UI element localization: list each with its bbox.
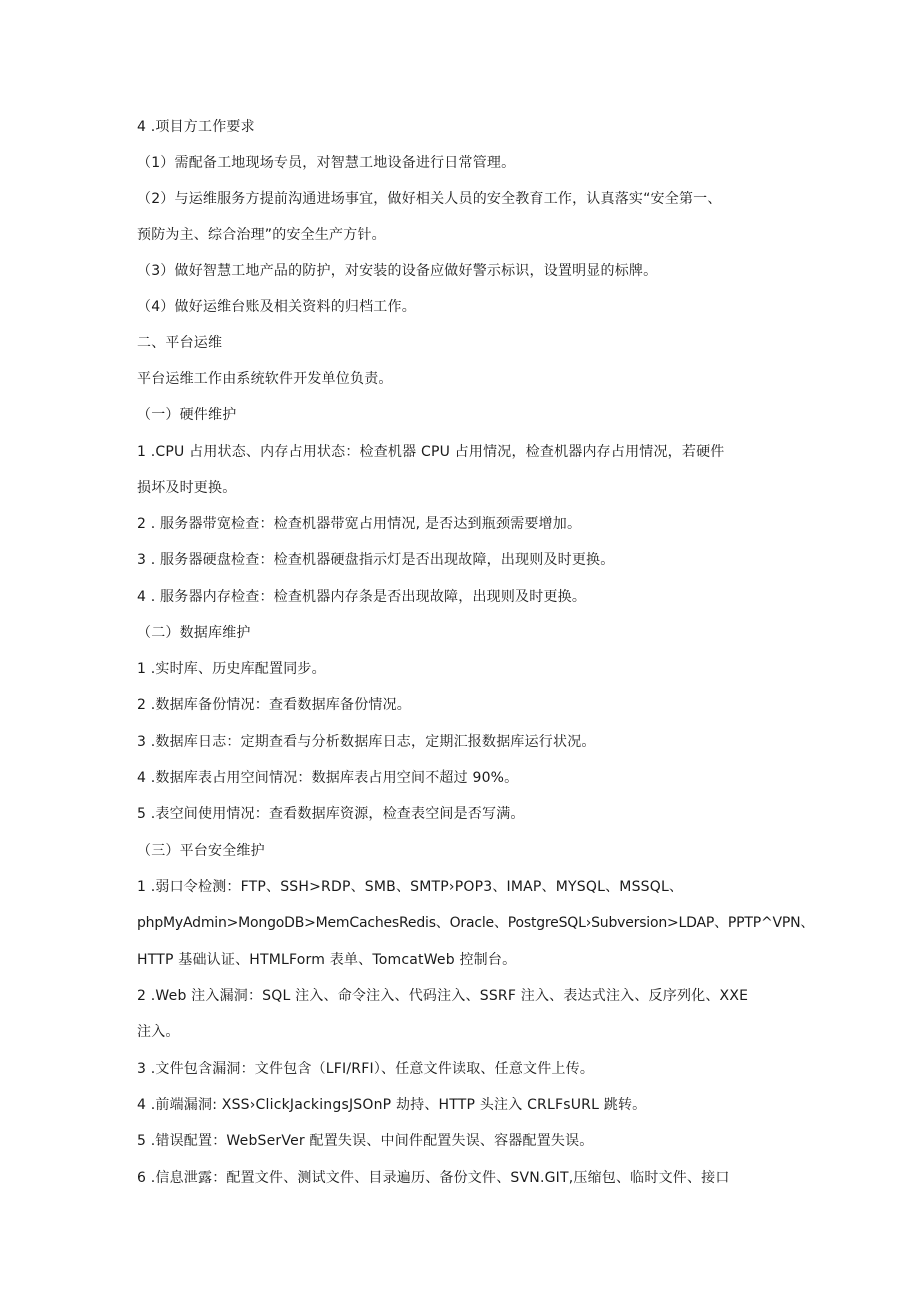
paragraph-line: 4 .数据库表占用空间情况：数据库表占用空间不超过 90%。 bbox=[137, 770, 519, 786]
paragraph-line: （3）做好智慧工地产品的防护，对安装的设备应做好警示标识，设置明显的标牌。 bbox=[137, 263, 658, 279]
paragraph-line: （2）与运维服务方提前沟通进场事宜，做好相关人员的安全教育工作，认真落实“安全第一、 bbox=[137, 191, 722, 207]
paragraph-line: 1 .弱口令检测：FTP、SSH>RDP、SMB、SMTP›POP3、IMAP、MYSQL、MSSQL、 bbox=[137, 879, 684, 895]
paragraph-line: （1）需配备工地现场专员，对智慧工地设备进行日常管理。 bbox=[137, 155, 516, 171]
paragraph-line: 3 .文件包含漏洞：文件包含（LFI/RFI）、任意文件读取、任意文件上传。 bbox=[137, 1061, 595, 1077]
paragraph-line: 5 .表空间使用情况：查看数据库资源，检查表空间是否写满。 bbox=[137, 806, 525, 822]
paragraph-line: 注入。 bbox=[137, 1024, 180, 1040]
paragraph-line: 3 .数据库日志：定期查看与分析数据库日志，定期汇报数据库运行状况。 bbox=[137, 734, 596, 750]
paragraph-line: 2 .数据库备份情况：查看数据库备份情况。 bbox=[137, 697, 412, 713]
paragraph-line: 2 .Web 注入漏洞：SQL 注入、命令注入、代码注入、SSRF 注入、表达式注入、反序列化、XXE bbox=[137, 988, 749, 1004]
paragraph-line: phpMyAdmin>MongoDB>MemCachesRedis、Oracle、PostgreSQL›Subversion>LDAP、PPTP^VPN、 bbox=[137, 915, 815, 931]
paragraph-line: （4）做好运维台账及相关资料的归档工作。 bbox=[137, 299, 416, 315]
paragraph-line: 3 . 服务器硬盘检查：检查机器硬盘指示灯是否出现故障，出现则及时更换。 bbox=[137, 552, 615, 568]
paragraph-line: 1 .CPU 占用状态、内存占用状态：检查机器 CPU 占用情况，检查机器内存占用情况，若硬件 bbox=[137, 444, 725, 460]
paragraph-line: 4 . 服务器内存检查：检查机器内存条是否出现故障，出现则及时更换。 bbox=[137, 589, 587, 605]
paragraph-line: 1 .实时库、历史库配置同步。 bbox=[137, 661, 326, 677]
paragraph-line: 4 .前端漏洞: XSS›ClickJackingsJSOnP 劫持、HTTP 头注入 CRLFsURL 跳转。 bbox=[137, 1097, 647, 1113]
paragraph-line: 6 .信息泄露：配置文件、测试文件、目录遍历、备份文件、SVN.GIT,压缩包、临时文件、接口 bbox=[137, 1170, 730, 1186]
paragraph-line: 2 . 服务器带宽检查：检查机器带宽占用情况, 是否达到瓶颈需要增加。 bbox=[137, 516, 582, 532]
paragraph-line: 5 .错误配置：WebSerVer 配置失误、中间件配置失误、容器配置失误。 bbox=[137, 1133, 594, 1149]
section-heading-platform-ops: 二、平台运维 bbox=[137, 335, 223, 351]
paragraph-line: HTTP 基础认证、HTMLForm 表单、TomcatWeb 控制台。 bbox=[137, 952, 517, 968]
heading-project-requirements: 4 .项目方工作要求 bbox=[137, 119, 255, 135]
subsection-heading-hardware: （一）硬件维护 bbox=[137, 407, 237, 423]
subsection-heading-security: （三）平台安全维护 bbox=[137, 843, 265, 859]
paragraph-line: 平台运维工作由系统软件开发单位负责。 bbox=[137, 371, 393, 387]
subsection-heading-database: （二）数据库维护 bbox=[137, 625, 251, 641]
paragraph-line: 损坏及时更换。 bbox=[137, 480, 237, 496]
paragraph-line: 预防为主、综合治理”的安全生产方针。 bbox=[137, 227, 386, 243]
